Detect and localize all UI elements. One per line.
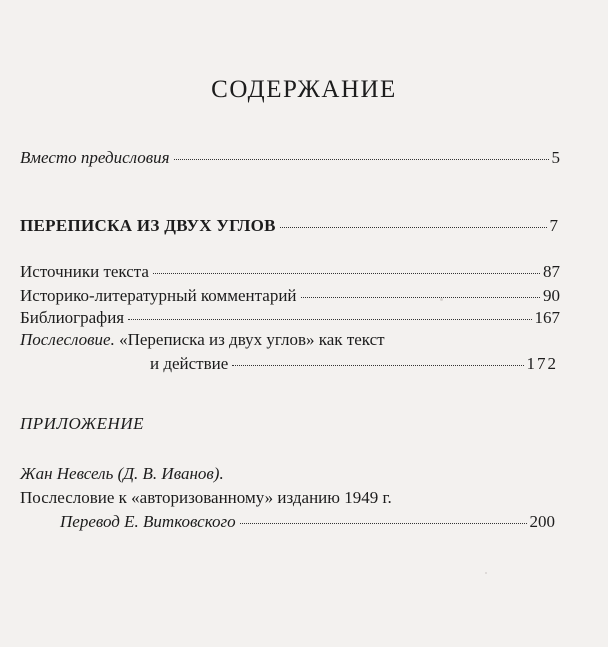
- toc-entry-label: Историко-литературный комментарий: [20, 286, 297, 305]
- toc-entry-label: «Переписка из двух углов» как текст: [114, 330, 385, 349]
- toc-entry-page: 172: [526, 354, 558, 373]
- toc-entry-label: Вместо предисловия: [20, 148, 170, 167]
- toc-entry-appendix: [20, 512, 555, 532]
- dot-leader: [240, 523, 527, 524]
- toc-entry-label-line2: и действие: [150, 354, 229, 373]
- paper-speck: [440, 298, 443, 301]
- appendix-author: Жан Невсель (Д. В. Иванов).: [20, 464, 224, 483]
- appendix-heading: ПРИЛОЖЕНИЕ: [20, 414, 144, 433]
- toc-entry-page: 167: [534, 308, 560, 327]
- dot-leader: [153, 273, 540, 274]
- toc-entry-label: Перевод Е. Витковского: [60, 512, 236, 531]
- dot-leader: [128, 319, 531, 320]
- toc-entry-page: 200: [529, 512, 555, 531]
- toc-entry-afterword-line1: [20, 330, 385, 350]
- dot-leader: [301, 297, 540, 298]
- toc-entry-page: 87: [543, 262, 560, 281]
- dot-leader: [280, 227, 547, 228]
- toc-entry-label: Библиография: [20, 308, 125, 327]
- toc-entry-page: 5: [551, 148, 560, 167]
- toc-entry-bibliography: [20, 308, 560, 328]
- toc-entry-preface: [20, 148, 560, 168]
- toc-entry-page: 7: [549, 216, 558, 235]
- dot-leader: [174, 159, 549, 160]
- toc-entry-label: ПЕРЕПИСКА ИЗ ДВУХ УГЛОВ: [20, 216, 276, 235]
- toc-entry-label: Источники текста: [20, 262, 149, 281]
- toc-entry-label-italic: Послесловие.: [20, 330, 115, 349]
- appendix-text: Послесловие к «авторизованному» изданию 1949 г.: [20, 488, 392, 507]
- toc-entry-page: 90: [543, 286, 560, 305]
- page-title: СОДЕРЖАНИЕ: [211, 76, 397, 103]
- dot-leader: [232, 365, 523, 366]
- toc-entry-afterword: [20, 354, 558, 374]
- toc-entry-correspondence: [20, 216, 558, 236]
- toc-entry-sources: [20, 262, 560, 282]
- toc-entry-commentary: [20, 286, 560, 306]
- paper-speck: [485, 572, 487, 574]
